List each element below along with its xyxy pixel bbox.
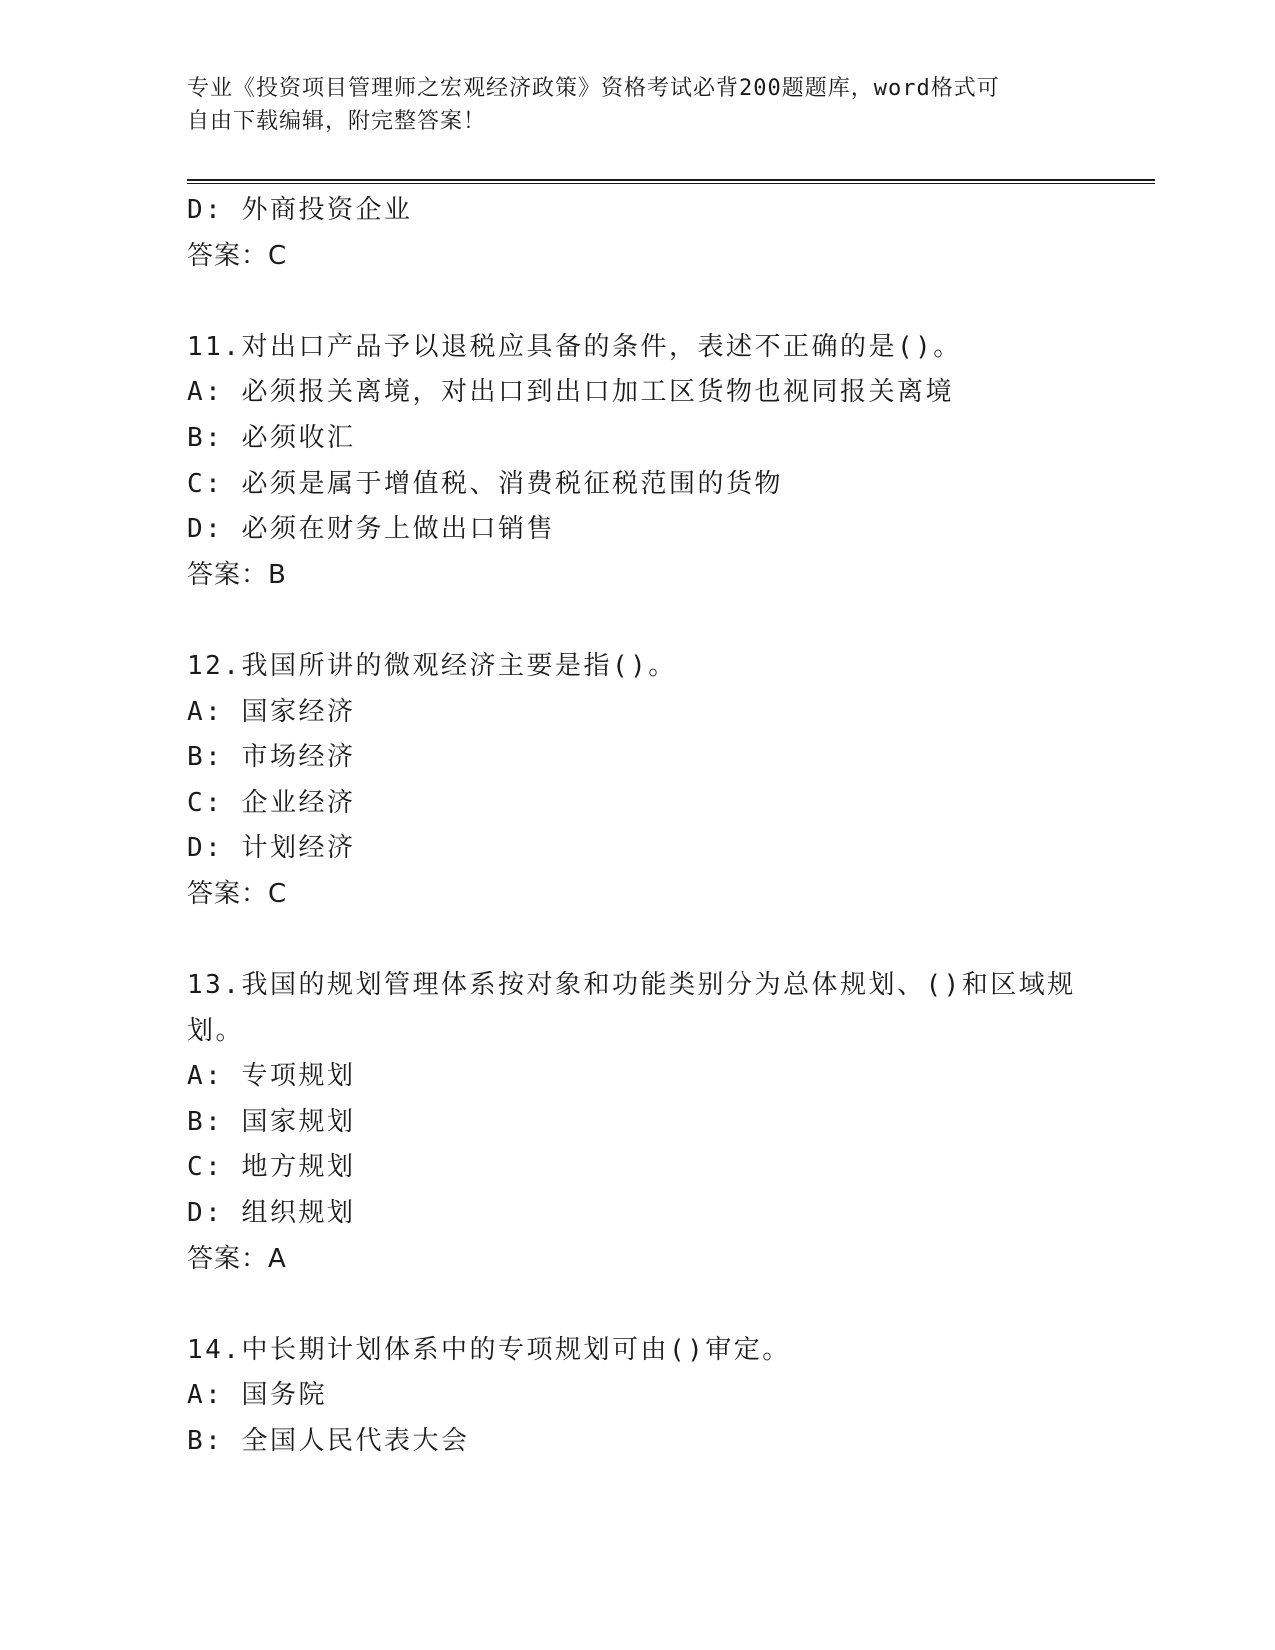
- option-d: D: 必须在财务上做出口销售: [187, 514, 555, 545]
- spacer: [187, 279, 1087, 325]
- question-stem: 11.对出口产品予以退税应具备的条件，表述不正确的是()。: [187, 331, 962, 362]
- question-13: [187, 963, 1087, 1282]
- answer: 答案：A: [187, 1243, 287, 1274]
- option-a: A: 国家经济: [187, 696, 356, 727]
- option-b: B: 全国人民代表大会: [187, 1426, 470, 1457]
- header-line-2: 自由下载编辑，附完整答案！: [187, 109, 487, 134]
- option-b: B: 市场经济: [187, 742, 356, 773]
- option-b: B: 国家规划: [187, 1106, 356, 1137]
- header-divider-thin: [187, 183, 1155, 184]
- option-a: A: 必须报关离境，对出口到出口加工区货物也视同报关离境: [187, 377, 954, 408]
- question-11: [187, 325, 1087, 599]
- question-14: [187, 1328, 1087, 1465]
- option-d: D: 外商投资企业: [187, 195, 413, 225]
- header-divider-thick: [187, 179, 1155, 181]
- question-list: [187, 188, 1087, 1465]
- question-stem-line-1: 13.我国的规划管理体系按对象和功能类别分为总体规划、()和区域规: [187, 970, 1076, 1001]
- option-c: C: 必须是属于增值税、消费税征税范围的货物: [187, 468, 783, 499]
- option-a: A: 国务院: [187, 1380, 327, 1411]
- question-stem: 14.中长期计划体系中的专项规划可由()审定。: [187, 1334, 791, 1365]
- spacer: [187, 598, 1087, 644]
- spacer: [187, 918, 1087, 964]
- option-a: A: 专项规划: [187, 1061, 356, 1092]
- option-d: D: 计划经济: [187, 833, 356, 864]
- question-10-tail: [187, 188, 1087, 279]
- question-12: [187, 644, 1087, 918]
- question-stem: 12.我国所讲的微观经济主要是指()。: [187, 650, 677, 681]
- answer: 答案：B: [187, 559, 287, 590]
- option-d: D: 组织规划: [187, 1198, 356, 1229]
- answer: 答案：C: [187, 878, 288, 909]
- option-c: C: 地方规划: [187, 1152, 356, 1183]
- answer: 答案：C: [187, 240, 288, 271]
- page-header: [187, 72, 1087, 138]
- spacer: [187, 1282, 1087, 1328]
- question-stem-line-2: 划。: [187, 1015, 245, 1046]
- option-c: C: 企业经济: [187, 787, 356, 818]
- option-b: B: 必须收汇: [187, 422, 356, 453]
- header-line-1: 专业《投资项目管理师之宏观经济政策》资格考试必背200题题库，word格式可: [187, 76, 1000, 101]
